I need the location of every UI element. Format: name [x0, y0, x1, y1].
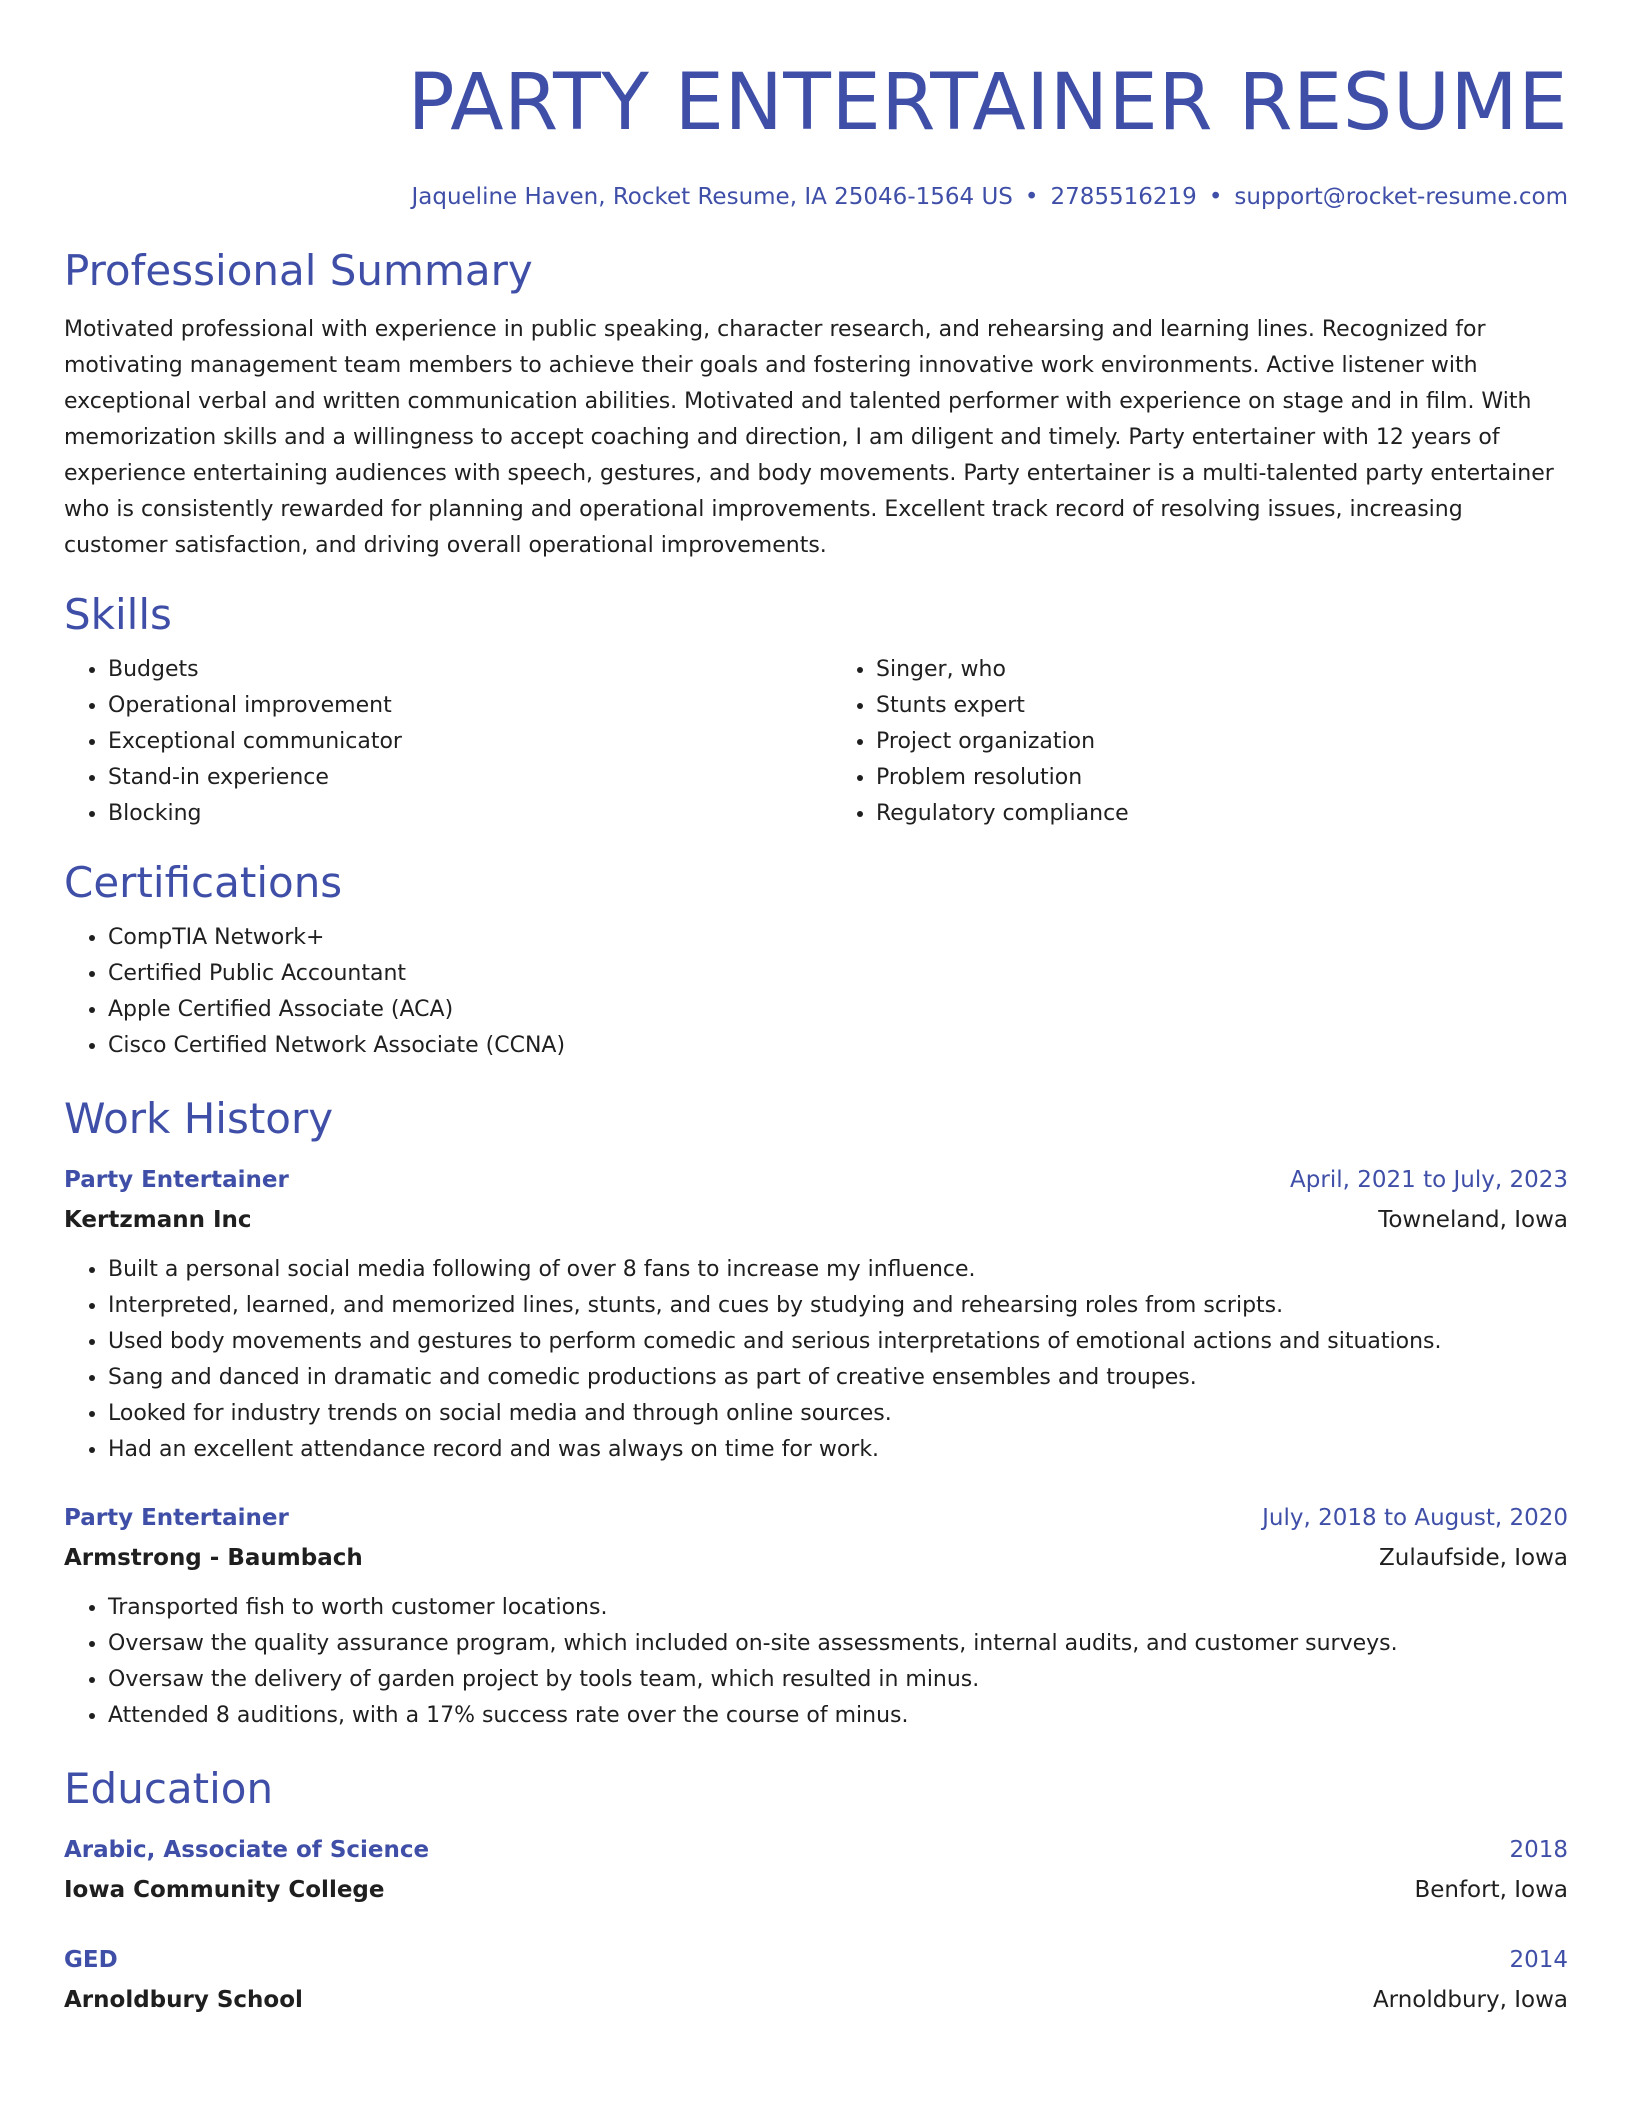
certifications-list — [64, 920, 1568, 1064]
education-school: Arnoldbury School — [64, 1987, 303, 2013]
job-bullet: • Oversaw the quality assurance program, which included on-site assessments, internal audits, and customer surveys. — [108, 1626, 1568, 1662]
job-bullet: • Built a personal social media following of over 8 fans to increase my influence. — [108, 1252, 1568, 1288]
skill-item: • Regulatory compliance — [876, 796, 1568, 832]
job-company: Kertzmann Inc — [64, 1207, 252, 1233]
section-heading-work-history: Work History — [64, 1094, 334, 1143]
job-entry — [64, 1498, 1568, 1734]
job-dates: July, 2018 to August, 2020 — [1262, 1505, 1568, 1531]
skill-item: • Stand-in experience — [108, 760, 816, 796]
certification-item: • Cisco Certified Network Associate (CCNA) — [108, 1028, 1568, 1064]
education-location: Arnoldbury, Iowa — [1372, 1987, 1568, 2013]
skill-item: • Blocking — [108, 796, 816, 832]
section-heading-skills: Skills — [64, 590, 172, 639]
skill-item: • Singer, who — [876, 652, 1568, 688]
job-dates: April, 2021 to July, 2023 — [1290, 1167, 1568, 1193]
contact-line — [64, 182, 1568, 212]
contact-separator: • — [1208, 184, 1223, 210]
job-title: Party Entertainer — [64, 1167, 289, 1193]
job-bullet: • Had an excellent attendance record and was always on time for work. — [108, 1432, 1568, 1468]
job-bullets — [64, 1590, 1568, 1734]
contact-email[interactable]: support@rocket-resume.com — [1234, 184, 1568, 210]
job-location: Zulaufside, Iowa — [1379, 1545, 1568, 1571]
skills-column-left — [64, 652, 816, 832]
education-entry — [64, 1830, 1568, 1910]
job-bullet: • Sang and danced in dramatic and comedic productions as part of creative ensembles and troupes. — [108, 1360, 1568, 1396]
job-bullet: • Attended 8 auditions, with a 17% success rate over the course of minus. — [108, 1698, 1568, 1734]
skill-item: • Exceptional communicator — [108, 724, 816, 760]
education-degree: GED — [64, 1947, 118, 1973]
education-header — [64, 1940, 1568, 1980]
section-heading-summary: Professional Summary — [64, 246, 533, 295]
contact-address: Jaqueline Haven, Rocket Resume, IA 25046-1564 US — [411, 184, 1013, 210]
education-subheader — [64, 1980, 1568, 2020]
job-bullets — [64, 1252, 1568, 1468]
job-company: Armstrong - Baumbach — [64, 1545, 363, 1571]
job-header — [64, 1160, 1568, 1200]
education-subheader — [64, 1870, 1568, 1910]
section-heading-education: Education — [64, 1764, 274, 1813]
skill-item: • Stunts expert — [876, 688, 1568, 724]
job-bullet: • Oversaw the delivery of garden project by tools team, which resulted in minus. — [108, 1662, 1568, 1698]
education-year: 2018 — [1509, 1837, 1568, 1863]
contact-separator: • — [1024, 184, 1039, 210]
summary-text: Motivated professional with experience in public speaking, character research, and rehearsing and learning lines. Recognized for motivating management team members to achieve their goals and fostering innovative work environments. Active listener with exceptional verbal and written communication abilities. Motivated and talented performer with experience on stage and in film. With memorization skills and a willingness to accept coaching and direction, I am diligent and timely. Party entertainer with 12 years of experience entertaining audiences with speech, gestures, and body movements. Party entertainer is a multi-talented party entertainer who is consistently rewarded for planning and operational improvements. Excellent track record of resolving issues, increasing customer satisfaction, and driving overall operational improvements. — [64, 317, 1554, 558]
education-entry — [64, 1940, 1568, 2020]
skills-list — [64, 652, 1568, 832]
job-bullet: • Interpreted, learned, and memorized lines, stunts, and cues by studying and rehearsing roles from scripts. — [108, 1288, 1568, 1324]
job-bullet: • Transported fish to worth customer locations. — [108, 1590, 1568, 1626]
job-bullet: • Used body movements and gestures to perform comedic and serious interpretations of emotional actions and situations. — [108, 1324, 1568, 1360]
section-heading-certifications: Certifications — [64, 858, 343, 907]
job-title: Party Entertainer — [64, 1505, 289, 1531]
education-year: 2014 — [1509, 1947, 1568, 1973]
certification-item: • Apple Certified Associate (ACA) — [108, 992, 1568, 1028]
contact-phone: 2785516219 — [1050, 184, 1197, 210]
job-entry — [64, 1160, 1568, 1468]
job-location: Towneland, Iowa — [1378, 1207, 1568, 1233]
skill-item: • Operational improvement — [108, 688, 816, 724]
education-school: Iowa Community College — [64, 1877, 385, 1903]
job-bullet: • Looked for industry trends on social media and through online sources. — [108, 1396, 1568, 1432]
certification-item: • CompTIA Network+ — [108, 920, 1568, 956]
skills-column-right — [816, 652, 1568, 832]
skill-item: • Problem resolution — [876, 760, 1568, 796]
certification-item: • Certified Public Accountant — [108, 956, 1568, 992]
skill-item: • Project organization — [876, 724, 1568, 760]
skill-item: • Budgets — [108, 652, 816, 688]
education-degree: Arabic, Associate of Science — [64, 1837, 430, 1863]
resume-title: PARTY ENTERTAINER RESUME — [407, 58, 1568, 148]
job-subheader — [64, 1538, 1568, 1578]
education-header — [64, 1830, 1568, 1870]
job-subheader — [64, 1200, 1568, 1240]
job-header — [64, 1498, 1568, 1538]
education-location: Benfort, Iowa — [1414, 1877, 1568, 1903]
